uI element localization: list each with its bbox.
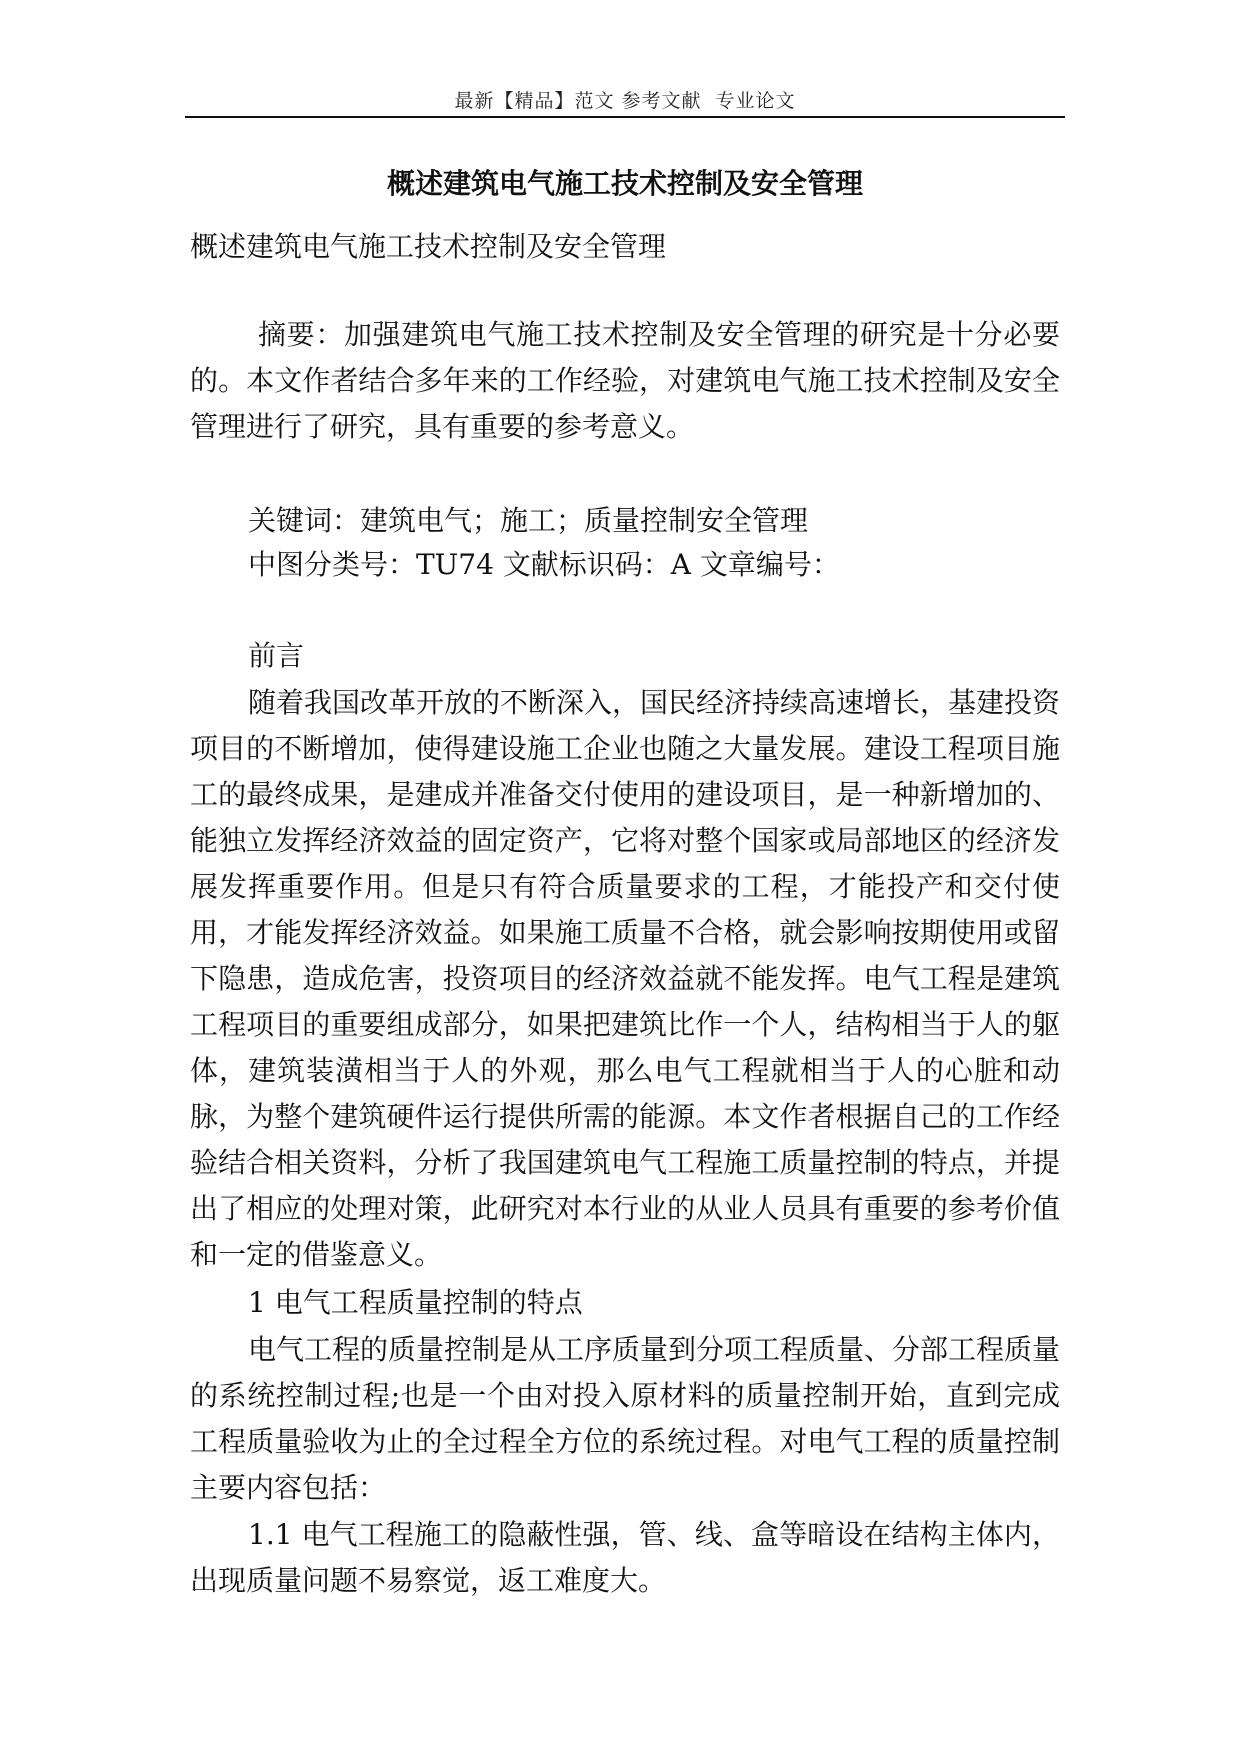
preface-heading: 前言 bbox=[248, 639, 305, 672]
keywords-line: 关键词：建筑电气；施工；质量控制安全管理 bbox=[248, 504, 809, 537]
section-1-paragraph: 电气工程的质量控制是从工序质量到分项工程质量、分部工程质量的系统控制过程;也是一个由对投入原材料的质量控制开始，直到完成工程质量验收为止的全过程全方位的系统过程。对电气工程的质量控制主要内容包括： bbox=[190, 1333, 1061, 1504]
classification-line: 中图分类号：TU74 文献标识码：A 文章编号： bbox=[248, 548, 840, 581]
page-header: 最新【精品】范文 参考文献 专业论文 bbox=[454, 90, 796, 112]
preface-paragraph: 随着我国改革开放的不断深入，国民经济持续高速增长，基建投资项目的不断增加，使得建设施工企业也随之大量发展。建设工程项目施工的最终成果，是建成并准备交付使用的建设项目，是一种新增加的、能独立发挥经济效益的固定资产，它将对整个国家或局部地区的经济发展发挥重要作用。但是只有符合质量要求的工程，才能投产和交付使用，才能发挥经济效益。如果施工质量不合格，就会影响按期使用或留下隐患，造成危害，投资项目的经济效益就不能发挥。电气工程是建筑工程项目的重要组成部分，如果把建筑比作一个人，结构相当于人的躯体，建筑装潢相当于人的外观，那么电气工程就相当于人的心脏和动脉，为整个建筑硬件运行提供所需的能源。本文作者根据自己的工作经验结合相关资料，分析了我国建筑电气工程施工质量控制的特点，并提出了相应的处理对策，此研究对本行业的从业人员具有重要的参考价值和一定的借鉴意义。 bbox=[190, 686, 1061, 1271]
abstract-paragraph: 摘要：加强建筑电气施工技术控制及安全管理的研究是十分必要的。本文作者结合多年来的工作经验，对建筑电气施工技术控制及安全管理进行了研究，具有重要的参考意义。 bbox=[190, 318, 1060, 443]
document-subtitle: 概述建筑电气施工技术控制及安全管理 bbox=[190, 230, 667, 263]
section-1-heading: 1 电气工程质量控制的特点 bbox=[248, 1286, 583, 1319]
section-1-1-paragraph: 1.1 电气工程施工的隐蔽性强，管、线、盒等暗设在结构主体内，出现质量问题不易察觉，返工难度大。 bbox=[190, 1518, 1060, 1597]
header-divider bbox=[185, 116, 1065, 118]
document-title: 概述建筑电气施工技术控制及安全管理 bbox=[386, 167, 863, 200]
